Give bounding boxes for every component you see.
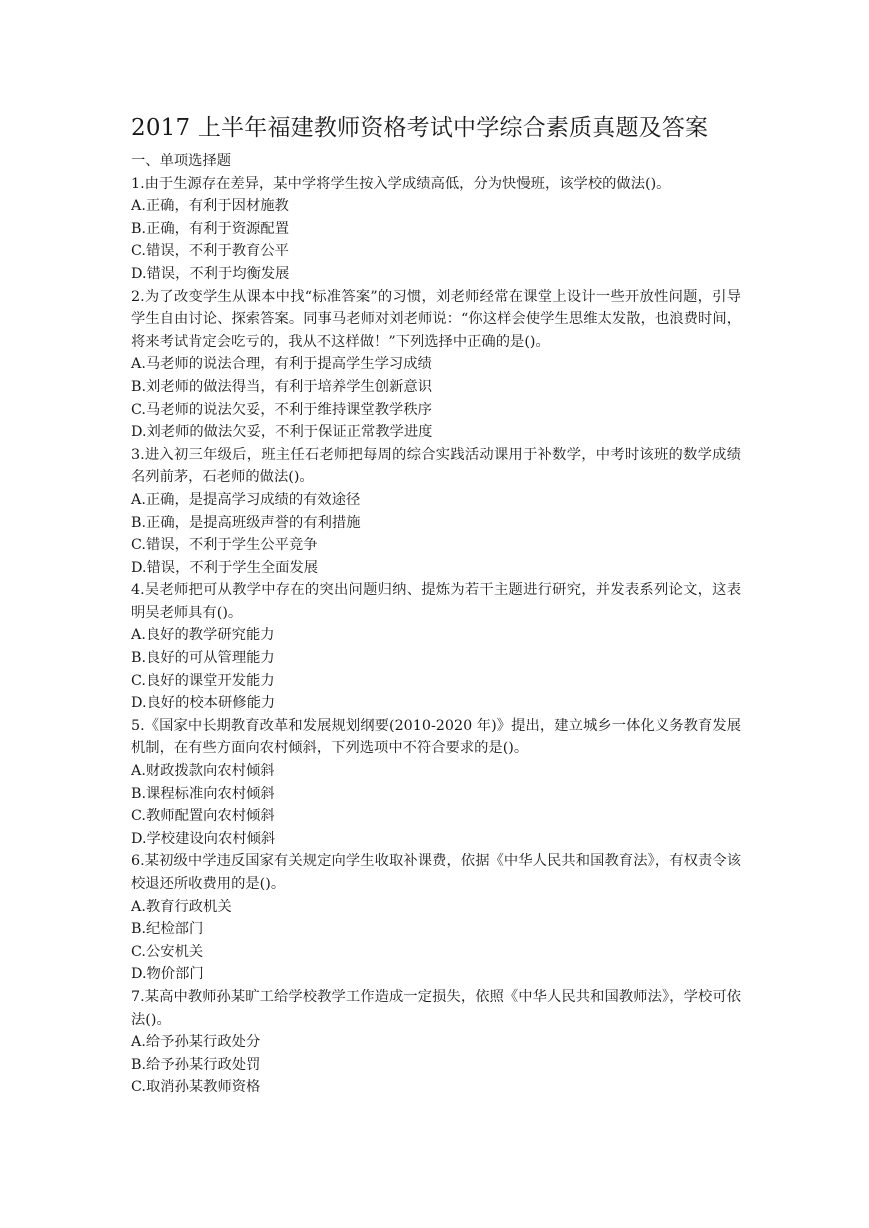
option: A.财政拨款向农村倾斜 — [131, 763, 275, 780]
question-stem: 6.某初级中学违反国家有关规定向学生收取补课费，依据《中华人民共和国教育法》，有权责令该校退还所收费用的是()。 — [131, 853, 741, 892]
option: A.正确，有利于因材施教 — [131, 198, 289, 215]
question-4 — [131, 579, 741, 715]
option: B.纪检部门 — [131, 921, 204, 938]
option: C.取消孙某教师资格 — [131, 1079, 261, 1096]
question-stem: 7.某高中教师孙某旷工给学校教学工作造成一定损失，依照《中华人民共和国教师法》，学校可依法()。 — [131, 988, 741, 1028]
question-1 — [131, 173, 741, 286]
option: A.给予孙某行政处分 — [131, 1034, 261, 1051]
question-stem: 4.吴老师把可从教学中存在的突出问题归纳、提炼为若干主题进行研究，并发表系列论文，这表明吴老师具有()。 — [131, 582, 741, 621]
option: D.刘老师的做法欠妥，不利于保证正常教学进度 — [131, 424, 433, 441]
option: B.给予孙某行政处罚 — [131, 1056, 261, 1073]
option: A.正确，是提高学习成绩的有效途径 — [131, 491, 361, 508]
option: C.良好的课堂开发能力 — [131, 672, 275, 689]
option: B.课程标准向农村倾斜 — [131, 785, 275, 802]
option: C.错误，不利于教育公平 — [131, 243, 289, 260]
question-stem: 2.为了改变学生从课本中找“标准答案”的习惯，刘老师经常在课堂上设计一些开放性问题，引导学生自由讨论、探索答案。同事马老师对刘老师说：“你这样会使学生思维太发散，也浪费时间，将来考试肯定会吃亏的，我从不这样做！”下列选择中正确的是()。 — [131, 288, 741, 350]
option: D.错误，不利于学生全面发展 — [131, 559, 319, 576]
option: B.良好的可从管理能力 — [131, 650, 275, 667]
option: A.教育行政机关 — [131, 898, 232, 915]
option: C.教师配置向农村倾斜 — [131, 808, 275, 825]
option: D.良好的校本研修能力 — [131, 695, 276, 712]
document-body — [131, 150, 741, 1099]
section-heading: 一、单项选择题 — [131, 153, 232, 169]
question-stem: 3.进入初三年级后，班主任石老师把每周的综合实践活动课用于补数学，中考时该班的数学成绩名列前茅，石老师的做法()。 — [131, 446, 741, 486]
option: C.公安机关 — [131, 943, 204, 960]
option: B.正确，是提高班级声誉的有利措施 — [131, 514, 361, 531]
option: A.良好的教学研究能力 — [131, 627, 275, 644]
question-stem: 5.《国家中长期教育改革和发展规划纲要(2010-2020 年)》提出，建立城乡一体化义务教育发展机制，在有些方面向农村倾斜，下列选项中不符合要求的是()。 — [131, 717, 741, 757]
question-7 — [131, 986, 741, 1099]
question-6 — [131, 850, 741, 986]
question-3 — [131, 444, 741, 580]
option: B.刘老师的做法得当，有利于培养学生创新意识 — [131, 378, 432, 395]
option: B.正确，有利于资源配置 — [131, 220, 290, 237]
option: D.错误，不利于均衡发展 — [131, 265, 290, 282]
option: C.错误，不利于学生公平竞争 — [131, 537, 318, 554]
document-title: 2017 上半年福建教师资格考试中学综合素质真题及答案 — [131, 115, 709, 141]
option: C.马老师的说法欠妥，不利于维持课堂教学秩序 — [131, 401, 432, 418]
option: D.物价部门 — [131, 966, 204, 983]
option: D.学校建设向农村倾斜 — [131, 830, 276, 847]
question-5 — [131, 715, 741, 851]
option: A.马老师的说法合理，有利于提高学生学习成绩 — [131, 356, 432, 373]
question-2 — [131, 286, 741, 444]
question-stem: 1.由于生源存在差异，某中学将学生按入学成绩高低，分为快慢班，该学校的做法()。 — [131, 175, 671, 192]
